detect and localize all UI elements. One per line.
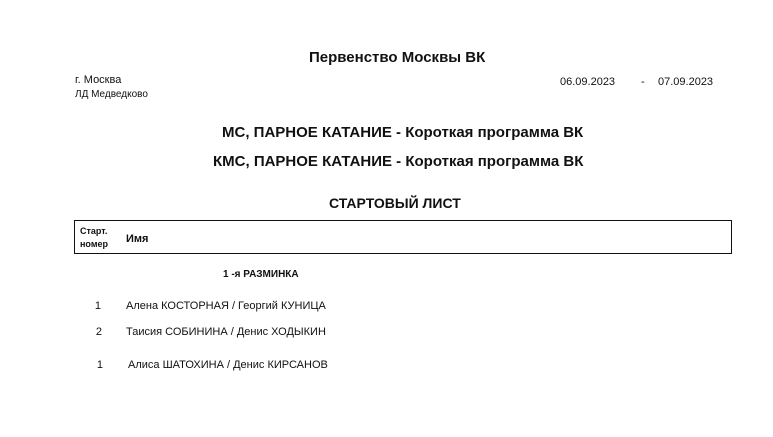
entry-name: Таисия СОБИНИНА / Денис ХОДЫКИН: [126, 326, 326, 338]
entry-number: 2: [95, 326, 102, 338]
date-separator: -: [641, 76, 645, 88]
event-title: Первенство Москвы ВК: [309, 49, 486, 66]
entry-name: Алена КОСТОРНАЯ / Георгий КУНИЦА: [126, 300, 326, 312]
name-header: Имя: [126, 233, 149, 245]
start-number-header-line1: Старт.: [80, 226, 108, 236]
warmup-label: 1 -я РАЗМИНКА: [223, 269, 299, 280]
category-title-1: МС, ПАРНОЕ КАТАНИЕ - Короткая программа ВК: [222, 124, 584, 141]
start-number-header: [80, 225, 108, 251]
entry-number: 1: [94, 300, 101, 312]
entry-name: Алиса ШАТОХИНА / Денис КИРСАНОВ: [128, 359, 328, 371]
table-header: [74, 220, 732, 254]
city-label: г. Москва: [75, 74, 122, 86]
date-to: 07.09.2023: [658, 76, 714, 88]
entry-number: 1: [96, 359, 103, 371]
date-from: 06.09.2023: [560, 76, 616, 88]
venue-label: ЛД Медведково: [75, 89, 148, 100]
start-number-header-line2: номер: [80, 239, 108, 249]
list-title: СТАРТОВЫЙ ЛИСТ: [329, 195, 461, 211]
category-title-2: КМС, ПАРНОЕ КАТАНИЕ - Короткая программа ВК: [213, 153, 584, 170]
